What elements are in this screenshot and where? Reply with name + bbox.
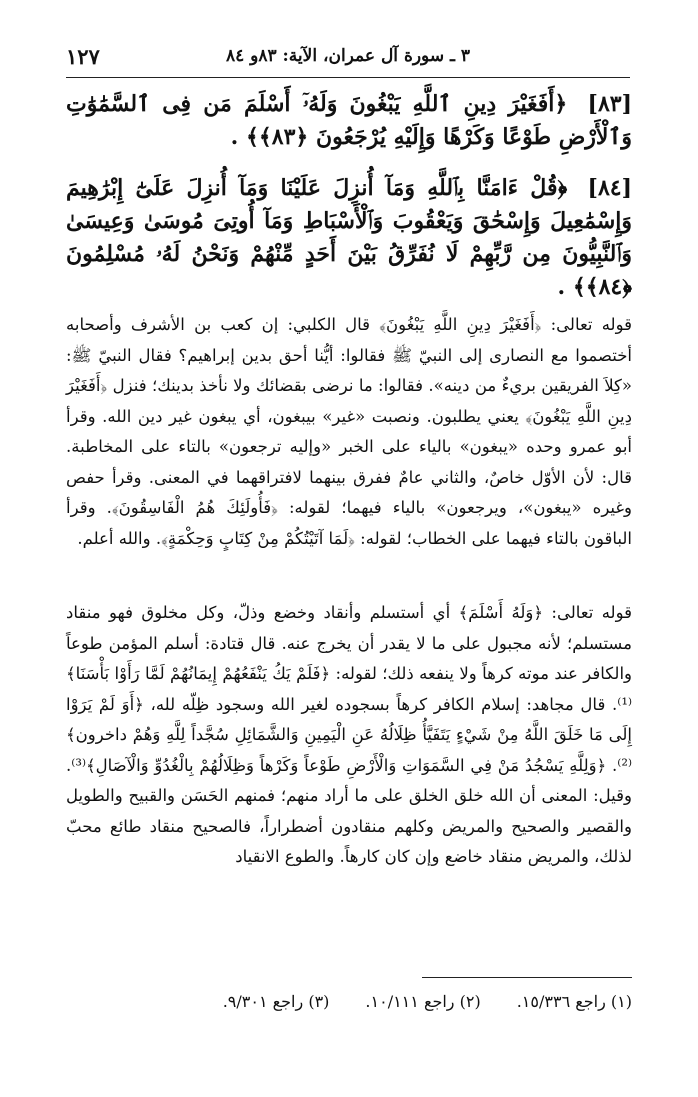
header-rule [66, 77, 630, 78]
footnote-rule [422, 977, 632, 978]
verse-83 [66, 88, 632, 154]
verse-number: [٨٣] [587, 91, 632, 117]
page-number: ١٢٧ [66, 44, 100, 69]
verse-text: ﴿قُلْ ءَامَنَّا بِٱللَّهِ وَمَآ أُنزِلَ عَلَيْنَا وَمَآ أُنزِلَ عَلَىٰٓ إِبْرَٰهِيمَ وَإِسْمَٰعِيلَ وَإِسْحَٰقَ وَيَعْقُوبَ وَٱلْأَسْبَاطِ وَمَآ أُوتِىَ مُوسَىٰ وَعِيسَىٰ وَٱلنَّبِيُّونَ مِن رَّبِّهِمْ لَا نُفَرِّقُ بَيْنَ أَحَدٍ مِّنْهُمْ وَنَحْنُ لَهُۥ مُسْلِمُونَ ﴿٨٤﴾﴾ . [66, 175, 632, 300]
chapter-title: ٣ ـ سورة آل عمران، الآية: ٨٣و ٨٤ [225, 46, 471, 66]
footnote-2: (٢) راجع ١٠/١١١. [365, 992, 481, 1011]
verse-number: [٨٤] [587, 175, 632, 201]
footnote-3: (٣) راجع ٩/٣٠١. [222, 992, 330, 1011]
commentary-paragraph-2: قوله تعالى: ﴿وَلَهُ أَسْلَمَ﴾ أي أستسلم وأنقاد وخضع وذلّ، وكل مخلوق فهو منقاد مستسلم؛ لأنه مجبول على ما لا يقدر أن يخرج عنه. قال قتادة: أسلم المؤمن طوعاً والكافر عند موته كرهاً ولا ينفعه ذلك؛ لقوله: ﴿فَلَمْ يَكُ يَنْفَعُهُمْ إِيمَانُهُمْ لَمَّا رَأَوْا بَأْسَنَا﴾⁽¹⁾. قال مجاهد: إسلام الكافر كرهاً بسجوده لغير الله وسجود ظِلّه لله، ﴿أَوَ لَمْ يَرَوْا إِلَى مَا خَلَقَ اللَّهُ مِنْ شَيْءٍ يَتَفَيَّأُ ظِلَالُهُ عَنِ الْيَمِينِ وَالشَّمَائِلِ سُجَّداً لِلَّهِ وَهُمْ داخرون﴾⁽²⁾. ﴿وَلِلَّهِ يَسْجُدُ مَنْ فِي السَّمَوَاتِ وَالْأَرْضِ طَوْعاً وَكَرْهاً وَظِلَالُهُمْ بِالْغُدُوِّ وَالْآصَالِ﴾⁽³⁾. وقيل: المعنى أن الله خلق الخلق على ما أراد منهم؛ فمنهم الحَسَن والقبيح والطويل والقصير والصحيح والمريض وكلهم منقادون أضطراراً، فالصحيح منقاد طائع محبّ لذلك، والمريض منقاد خاضع وإن كان كارهاً. والطوع الانقياد [66, 603, 632, 866]
verse-84 [66, 172, 632, 304]
page-header [66, 42, 630, 78]
footnotes [66, 992, 632, 1011]
footnote-1: (١) راجع ١٥/٣٣٦. [516, 992, 632, 1011]
verse-text: ﴿أَفَغَيْرَ دِينِ ٱللَّهِ يَبْغُونَ وَلَهُۥٓ أَسْلَمَ مَن فِى ٱلسَّمَٰوَٰتِ وَٱلْأَرْضِ طَوْعًا وَكَرْهًا وَإِلَيْهِ يُرْجَعُونَ ﴿٨٣﴾﴾ . [66, 91, 632, 150]
commentary-paragraph-1: قوله تعالى: ﴿أَفَغَيْرَ دِينِ اللَّهِ يَبْغُونَ﴾ قال الكلبي: إن كعب بن الأشرف وأصحابه أختصموا مع النصارى إلى النبيّ ﷺ فقالوا: أيُّنا أحق بدين إبراهيم؟ فقال النبيّ ﷺ: «كِلاَ الفريقين بريءٌ من دينه». فقالوا: ما نرضى بقضائك ولا نأخذ بدينك؛ فنزل ﴿أَفَغَيْرَ دِينِ اللَّهِ يَبْغُونَ﴾ يعني يطلبون. ونصبت «غير» بيبغون، أي يبغون غير دين الله. وقرأ أبو عمرو وحده «يبغون» بالياء على الخبر «وإليه ترجعون» بالتاء على المخاطبة. قال: لأن الأوّل خاصٌ، والثاني عامٌ ففرق بينهما لافتراقهما في المعنى. وقرأ حفص وغيره «يبغون»، ويرجعون» بالياء فيهما؛ لقوله: ﴿فَأُولَئِكَ هُمُ الْفَاسِقُونَ﴾. وقرأ الباقون بالتاء فيهما على الخطاب؛ لقوله: ﴿لَمَا آتَيْتُكُمْ مِنْ كِتَابٍ وَحِكْمَةٍ﴾. والله أعلم. [66, 315, 632, 548]
